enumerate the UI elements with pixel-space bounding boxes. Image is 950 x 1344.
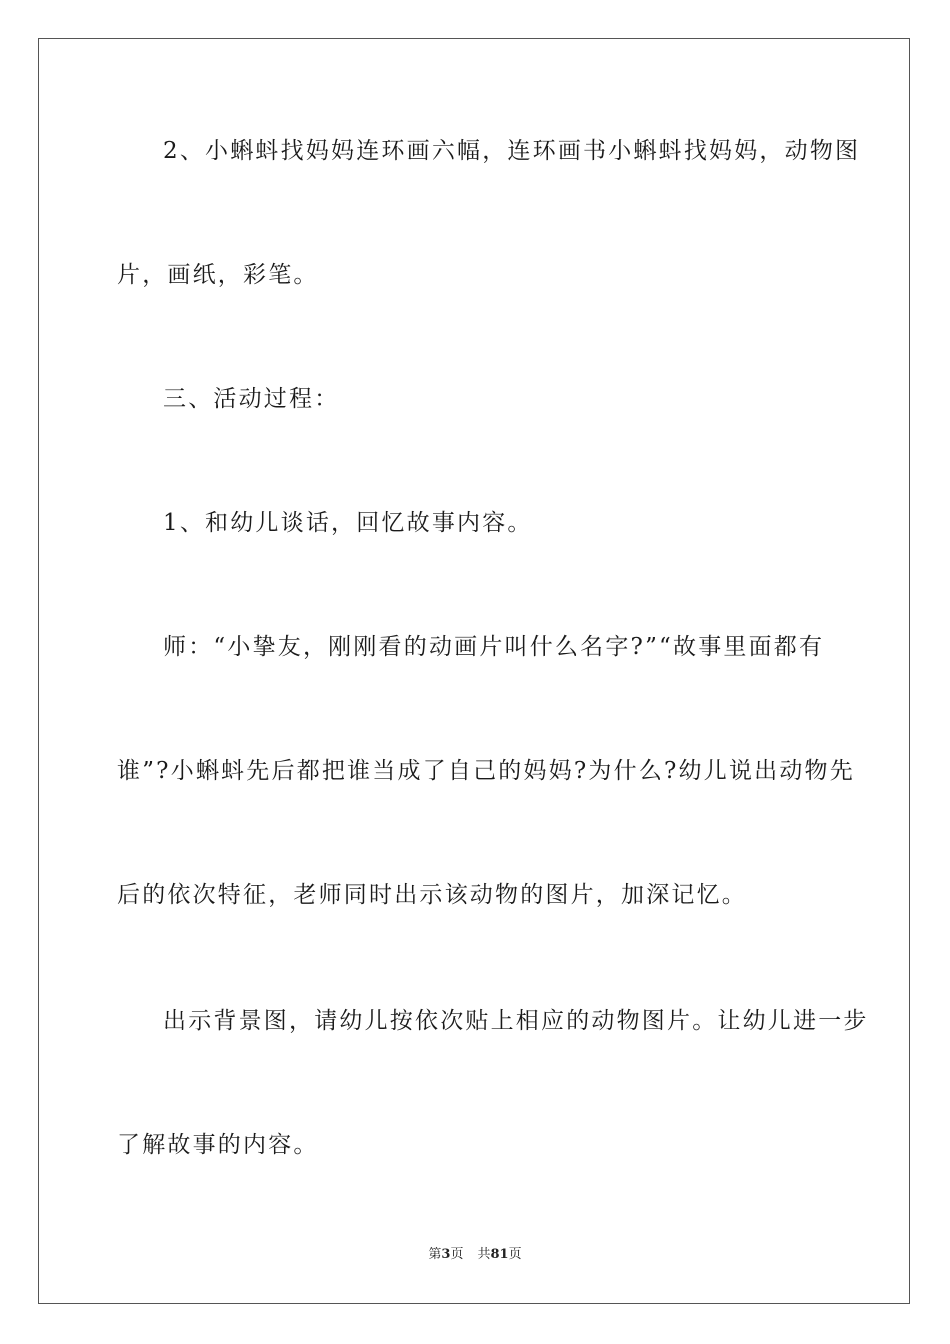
page-footer: [0, 1246, 950, 1264]
step-1-heading: 1、和幼儿谈话，回忆故事内容。: [163, 510, 533, 536]
page-border: [38, 38, 910, 1304]
paragraph-teacher-line-1: 师：“小挚友，刚刚看的动画片叫什么名字?”“故事里面都有: [163, 634, 825, 660]
total-suffix: 页: [508, 1247, 522, 1262]
paragraph-materials-line-2: 片，画纸，彩笔。: [117, 262, 319, 288]
paragraph-teacher-line-2: 谁”?小蝌蚪先后都把谁当成了自己的妈妈?为什么?幼儿说出动物先: [117, 758, 855, 784]
paragraph-teacher-line-3: 后的依次特征，老师同时出示该动物的图片，加深记忆。: [117, 882, 747, 908]
page-prefix: 第: [428, 1247, 442, 1262]
paragraph-background-line-1: 出示背景图，请幼儿按依次贴上相应的动物图片。让幼儿进一步: [163, 1008, 869, 1034]
page-number: 3: [441, 1247, 451, 1262]
total-pages: 81: [490, 1247, 509, 1262]
paragraph-materials-line-1: 2、小蝌蚪找妈妈连环画六幅，连环画书小蝌蚪找妈妈，动物图: [163, 138, 861, 164]
paragraph-background-line-2: 了解故事的内容。: [117, 1132, 319, 1158]
total-prefix: 共: [477, 1247, 491, 1262]
page-suffix: 页: [450, 1247, 464, 1262]
section-heading-activity-process: 三、活动过程：: [163, 386, 340, 412]
